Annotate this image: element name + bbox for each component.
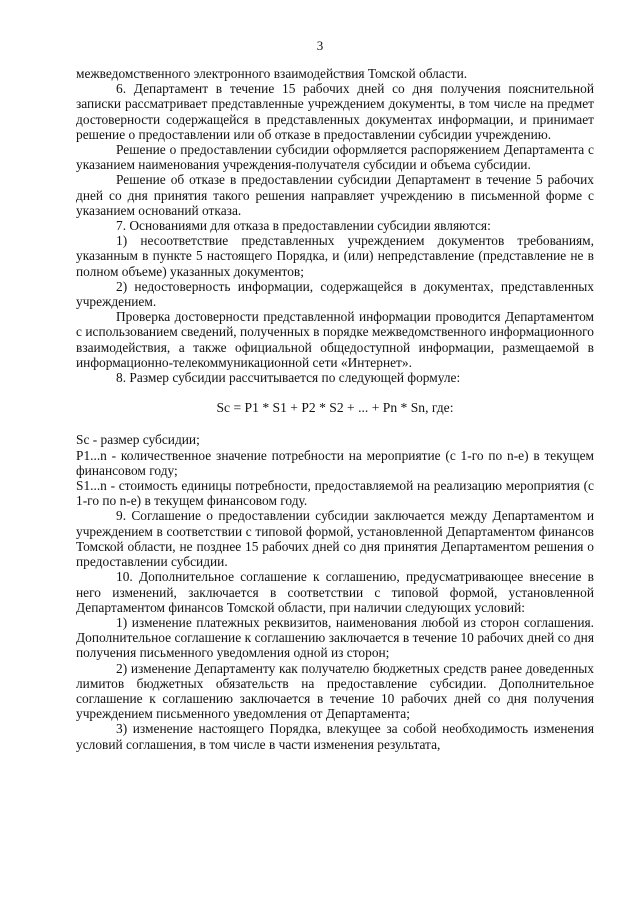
document-body <box>76 66 594 752</box>
paragraph: Решение о предоставлении субсидии оформляется распоряжением Департамента с указанием наименования учреждения-получателя субсидии и объема субсидии. <box>76 142 594 173</box>
list-item: 2) недостоверность информации, содержащейся в документах, представленных учреждением. <box>76 278 594 310</box>
definition-item: Sc - размер субсидии; <box>76 432 200 448</box>
paragraph: 10. Дополнительное соглашение к соглашению, предусматривающее внесение в него изменений, заключается в соответствии с типовой формой, установленной Департаментом финансов Томской области, при наличии следующих условий: <box>76 569 594 615</box>
definition-item: P1...n - количественное значение потребности на мероприятие (с 1-го по n-е) в текущем финансовом году; <box>76 447 594 478</box>
page-number: 3 <box>316 38 324 53</box>
paragraph: 9. Соглашение о предоставлении субсидии заключается между Департаментом и учреждением в соответствии с типовой формой, установленной Департаментом финансов Томской области, не позднее 15 рабочих дней со дня принятия Департаментом решения о предоставлении субсидии. <box>76 508 594 570</box>
subsidy-formula: Sc = P1 * S1 + P2 * S2 + ... + Pn * Sn, где: <box>216 400 454 416</box>
paragraph: 8. Размер субсидии рассчитывается по следующей формуле: <box>116 370 461 386</box>
paragraph: 6. Департамент в течение 15 рабочих дней со дня получения пояснительной записки рассматривает представленные учреждением документы, в том числе на предмет достоверности содержащейся в представленных документах информации, и принимает решение о предоставлении или об отказе в предоставлении субсидии учреждению. <box>76 81 594 142</box>
paragraph: Проверка достоверности представленной информации проводится Департаментом с использованием сведений, полученных в порядке межведомственного информационного взаимодействия, а также официальной общедоступной информации, размещаемой в информационно-телекоммуникационной сети «Интернет». <box>76 309 594 370</box>
list-item: 1) несоответствие представленных учреждением документов требованиям, указанным в пункте 5 настоящего Порядка, и (или) непредставление (представление не в полном объеме) указанных документов; <box>76 233 594 279</box>
list-item: 3) изменение настоящего Порядка, влекущее за собой необходимость изменения условий соглашения, в том числе в части изменения результата, <box>76 721 594 752</box>
paragraph: межведомственного электронного взаимодействия Томской области. <box>76 66 468 81</box>
list-item: 1) изменение платежных реквизитов, наименования любой из сторон соглашения. Дополнительное соглашение к соглашению заключается в течение 10 рабочих дней со дня получения письменного уведомления одной из сторон; <box>76 614 594 661</box>
list-item: 2) изменение Департаменту как получателю бюджетных средств ранее доведенных лимитов бюджетных обязательств на предоставление субсидии. Дополнительное соглашение к соглашению заключается в течение 10 рабочих дней со дня получения учреждением письменного уведомления от Департамента; <box>76 660 594 722</box>
paragraph: 7. Основаниями для отказа в предоставлении субсидии являются: <box>116 218 491 234</box>
definition-item: S1...n - стоимость единицы потребности, предоставляемой на реализацию мероприятия (с 1-го по n-е) в текущем финансовом году. <box>76 478 594 509</box>
paragraph: Решение об отказе в предоставлении субсидии Департамент в течение 5 рабочих дней со дня принятия такого решения направляет учреждению в письменной форме с указанием оснований отказа. <box>76 172 594 218</box>
